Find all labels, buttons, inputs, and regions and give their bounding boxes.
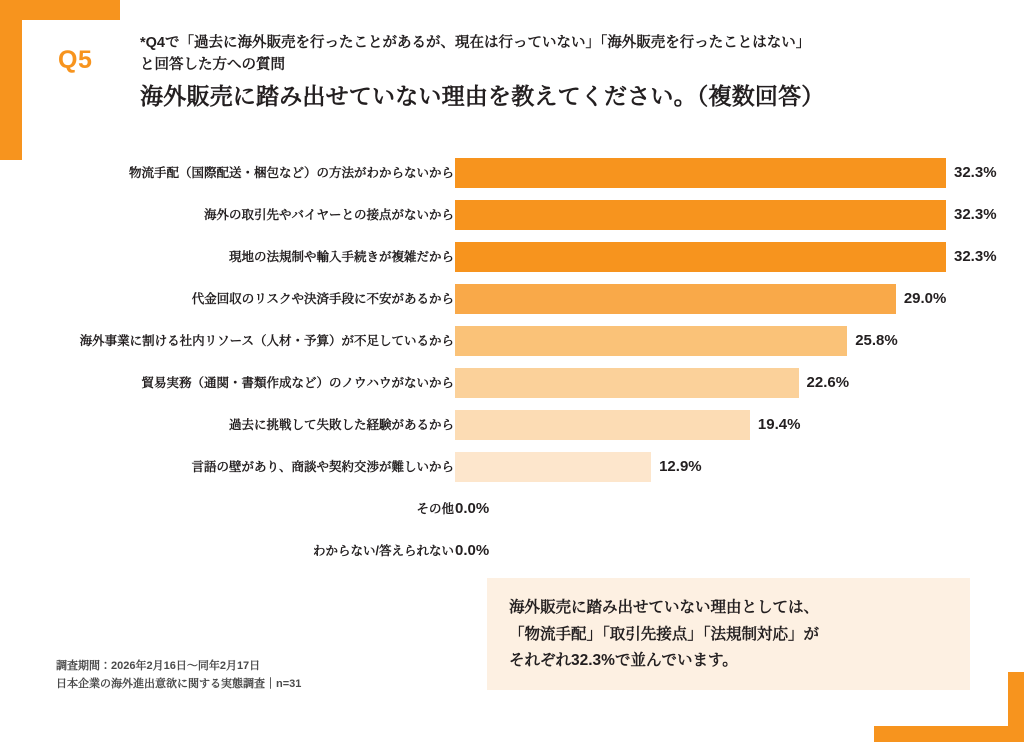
chart-bar-value: 0.0% xyxy=(455,542,490,559)
chart-bar-value: 22.6% xyxy=(806,374,850,391)
decoration-right-bar xyxy=(1008,672,1024,742)
chart-row-label: 言語の壁があり、商談や契約交渉が難しいから xyxy=(191,460,454,474)
question-number: Q5 xyxy=(58,46,93,74)
chart-bar xyxy=(455,368,799,398)
decoration-bottom-bar xyxy=(874,726,1024,742)
chart-row-track xyxy=(455,491,1004,527)
chart-bar-value: 19.4% xyxy=(757,416,801,433)
chart-row xyxy=(0,365,1024,401)
chart-bar-value: 32.3% xyxy=(954,248,997,265)
chart-row-label: 貿易実務（通関・書類作成など）のノウハウがないから xyxy=(141,376,454,390)
chart-row xyxy=(0,407,1024,443)
chart-row-label: 代金回収のリスクや決済手段に不安があるから xyxy=(191,292,454,306)
chart-row xyxy=(0,155,1024,191)
chart-row xyxy=(0,449,1024,485)
chart-row-label: 現地の法規制や輸入手続きが複雑だから xyxy=(228,250,454,264)
chart-bar-value: 12.9% xyxy=(659,458,702,475)
chart-bar xyxy=(455,284,896,314)
callout-box xyxy=(487,578,970,690)
chart-row-track xyxy=(455,239,1004,275)
chart-bar xyxy=(455,200,946,230)
chart-row-label: わからない/答えられない xyxy=(313,544,454,558)
chart-row-track xyxy=(455,533,1004,569)
chart-bar-value: 0.0% xyxy=(455,500,490,517)
chart-row-track xyxy=(455,449,1004,485)
chart-row-track xyxy=(455,407,1004,443)
chart-row-track xyxy=(455,197,1004,233)
footer-source: 日本企業の海外進出意欲に関する実態調査｜n=31 xyxy=(56,678,302,691)
chart-row xyxy=(0,281,1024,317)
decoration-top-bar xyxy=(0,0,120,20)
question-note: *Q4で「過去に海外販売を行ったことがあるが、現在は行っていない」「海外販売を行ったことはない」 と回答した方への質問 xyxy=(140,35,811,74)
chart-row xyxy=(0,239,1024,275)
chart-bar xyxy=(455,326,847,356)
footer-period: 調査期間：2026年2月16日〜同年2月17日 xyxy=(56,659,261,672)
chart-row xyxy=(0,323,1024,359)
bar-chart xyxy=(0,155,1024,575)
chart-row-label: 海外の取引先やバイヤーとの接点がないから xyxy=(203,208,454,222)
chart-row-track xyxy=(455,323,1004,359)
callout-text: 海外販売に踏み出せていない理由としては、 「物流手配」「取引先接点」「法規制対応」が それぞれ32.3%で並んでいます。 xyxy=(509,599,820,670)
chart-bar xyxy=(455,242,946,272)
chart-row-track xyxy=(455,281,1004,317)
chart-row-label: 物流手配（国際配送・梱包など）の方法がわからないから xyxy=(128,166,454,180)
chart-row-track xyxy=(455,365,1004,401)
chart-bar xyxy=(455,158,946,188)
footer xyxy=(56,657,301,694)
chart-row-label: 過去に挑戦して失敗した経験があるから xyxy=(228,418,454,432)
chart-row-label: その他 xyxy=(416,502,454,516)
chart-row-track xyxy=(455,155,1004,191)
chart-bar-value: 25.8% xyxy=(855,332,898,349)
chart-bar xyxy=(455,410,750,440)
chart-bar xyxy=(455,452,651,482)
decoration-left-bar xyxy=(0,0,22,160)
chart-row xyxy=(0,533,1024,569)
chart-row xyxy=(0,491,1024,527)
chart-bar-value: 32.3% xyxy=(954,206,997,223)
chart-bar-value: 32.3% xyxy=(954,164,997,181)
chart-row-label: 海外事業に割ける社内リソース（人材・予算）が不足しているから xyxy=(79,334,454,348)
page-title: 海外販売に踏み出せていない理由を教えてください。（複数回答） xyxy=(140,83,825,109)
chart-bar-value: 29.0% xyxy=(903,290,947,307)
chart-row xyxy=(0,197,1024,233)
